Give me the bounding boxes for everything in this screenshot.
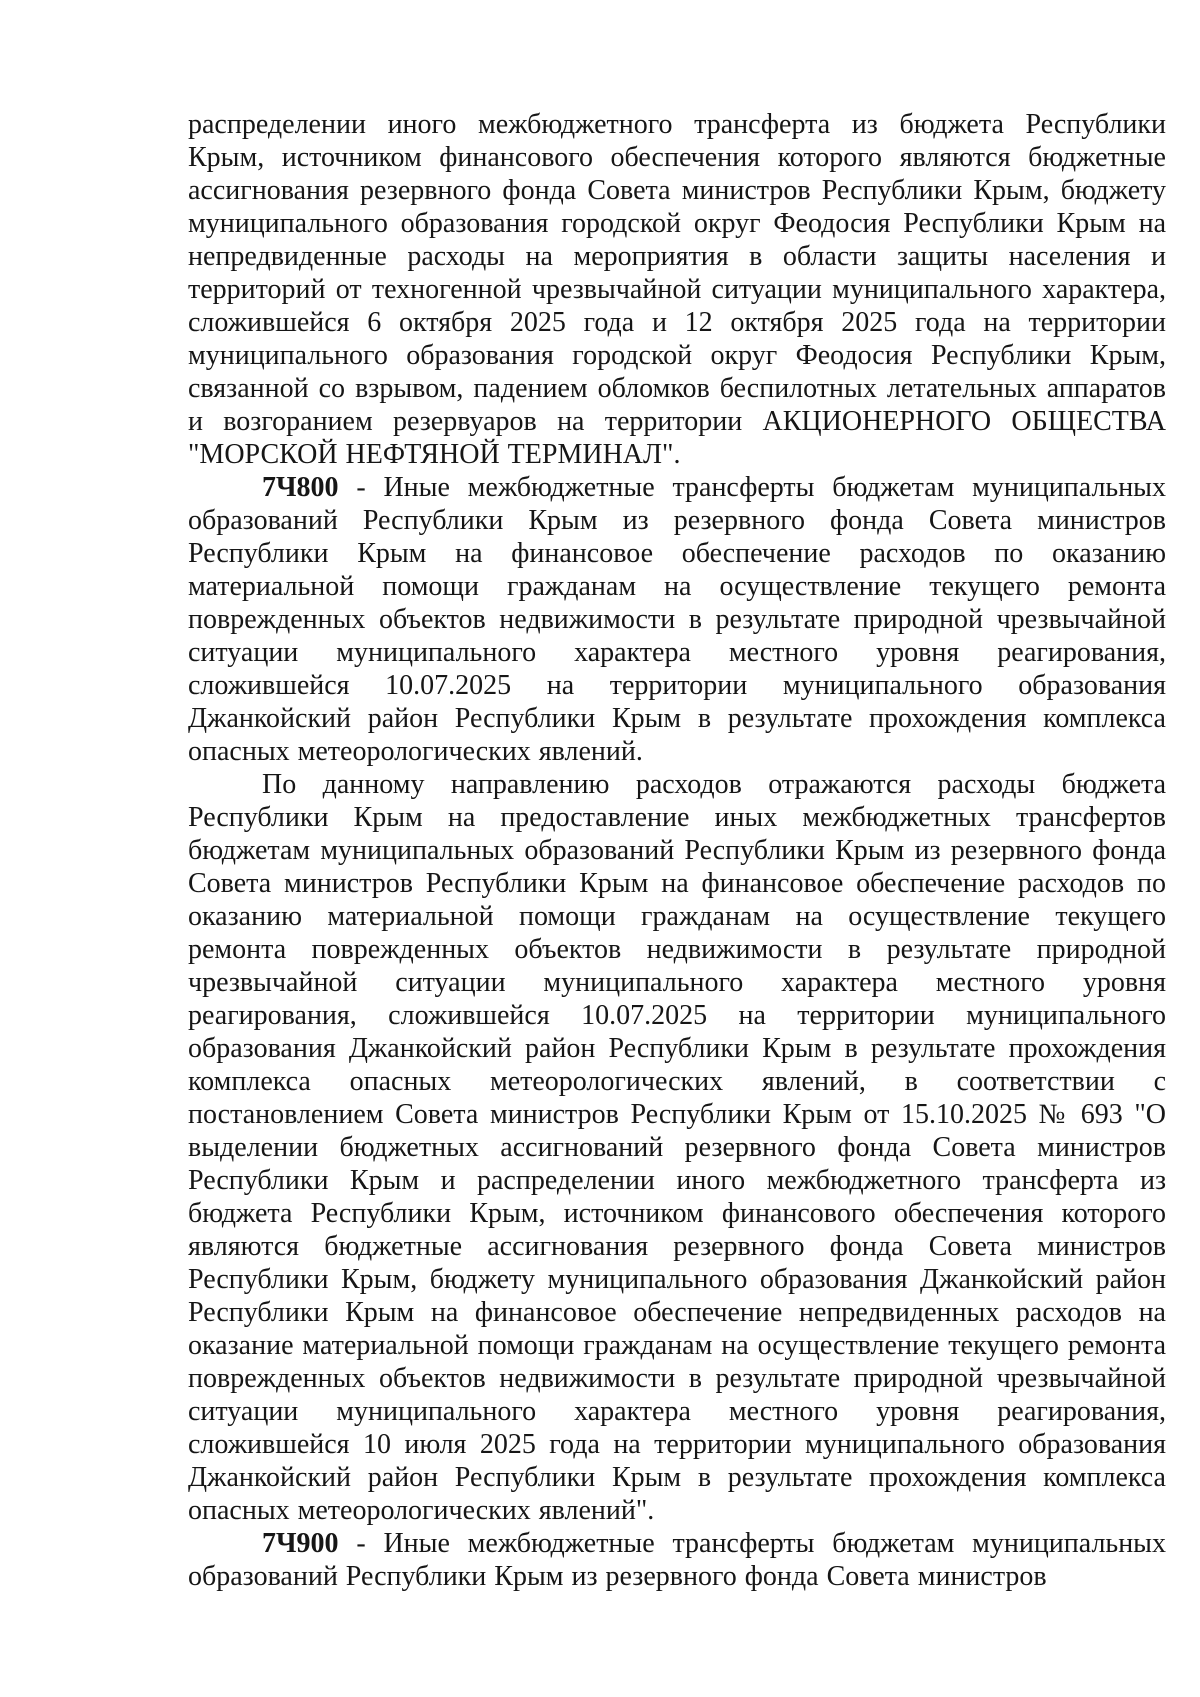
budget-code: 7Ч800 bbox=[262, 472, 339, 503]
paragraph-continuation bbox=[188, 108, 1166, 471]
paragraph-7ch900 bbox=[188, 1527, 1166, 1593]
paragraph-text: По данному направлению расходов отражаются расходы бюджета Республики Крым на предоставление иных межбюджетных трансфертов бюджетам муниципальных образований Республики Крым из резервного фонда Совета министров Республики Крым на финансовое обеспечение расходов по оказанию материальной помощи гражданам на осуществление текущего ремонта поврежденных объектов недвижимости в результате природной чрезвычайной ситуации муниципального характера местного уровня реагирования, сложившейся 10.07.2025 на территории муниципального образования Джанкойский район Республики Крым в результате прохождения комплекса опасных метеорологических явлений, в соответствии с постановлением Совета министров Республики Крым от 15.10.2025 № 693 "О выделении бюджетных ассигнований резервного фонда Совета министров Республики Крым и распределении иного межбюджетного трансферта из бюджета Республики Крым, источником финансового обеспечения которого являются бюджетные ассигнования резервного фонда Совета министров Республики Крым, бюджету муниципального образования Джанкойский район Республики Крым на финансовое обеспечение непредвиденных расходов на оказание материальной помощи гражданам на осуществление текущего ремонта поврежденных объектов недвижимости в результате природной чрезвычайной ситуации муниципального характера местного уровня реагирования, сложившейся 10 июля 2025 года на территории муниципального образования Джанкойский район Республики Крым в результате прохождения комплекса опасных метеорологических явлений". bbox=[188, 769, 1166, 1526]
document-page bbox=[188, 108, 1166, 1593]
paragraph-text: - Иные межбюджетные трансферты бюджетам муниципальных образований Республики Крым из резервного фонда Совета министров Республики Крым на финансовое обеспечение расходов по оказанию материальной помощи гражданам на осуществление текущего ремонта поврежденных объектов недвижимости в результате природной чрезвычайной ситуации муниципального характера местного уровня реагирования, сложившейся 10.07.2025 на территории муниципального образования Джанкойский район Республики Крым в результате прохождения комплекса опасных метеорологических явлений. bbox=[188, 472, 1166, 767]
paragraph-text: - Иные межбюджетные трансферты бюджетам муниципальных образований Республики Крым из резервного фонда Совета министров bbox=[188, 1528, 1166, 1592]
paragraph-7ch800 bbox=[188, 471, 1166, 768]
budget-code: 7Ч900 bbox=[262, 1528, 339, 1559]
paragraph-direction-description bbox=[188, 768, 1166, 1527]
paragraph-text: распределении иного межбюджетного трансферта из бюджета Республики Крым, источником финансового обеспечения которого являются бюджетные ассигнования резервного фонда Совета министров Республики Крым, бюджету муниципального образования городской округ Феодосия Республики Крым на непредвиденные расходы на мероприятия в области защиты населения и территорий от техногенной чрезвычайной ситуации муниципального характера, сложившейся 6 октября 2025 года и 12 октября 2025 года на территории муниципального образования городской округ Феодосия Республики Крым, связанной со взрывом, падением обломков беспилотных летательных аппаратов и возгоранием резервуаров на территории АКЦИОНЕРНОГО ОБЩЕСТВА "МОРСКОЙ НЕФТЯНОЙ ТЕРМИНАЛ". bbox=[188, 109, 1166, 470]
